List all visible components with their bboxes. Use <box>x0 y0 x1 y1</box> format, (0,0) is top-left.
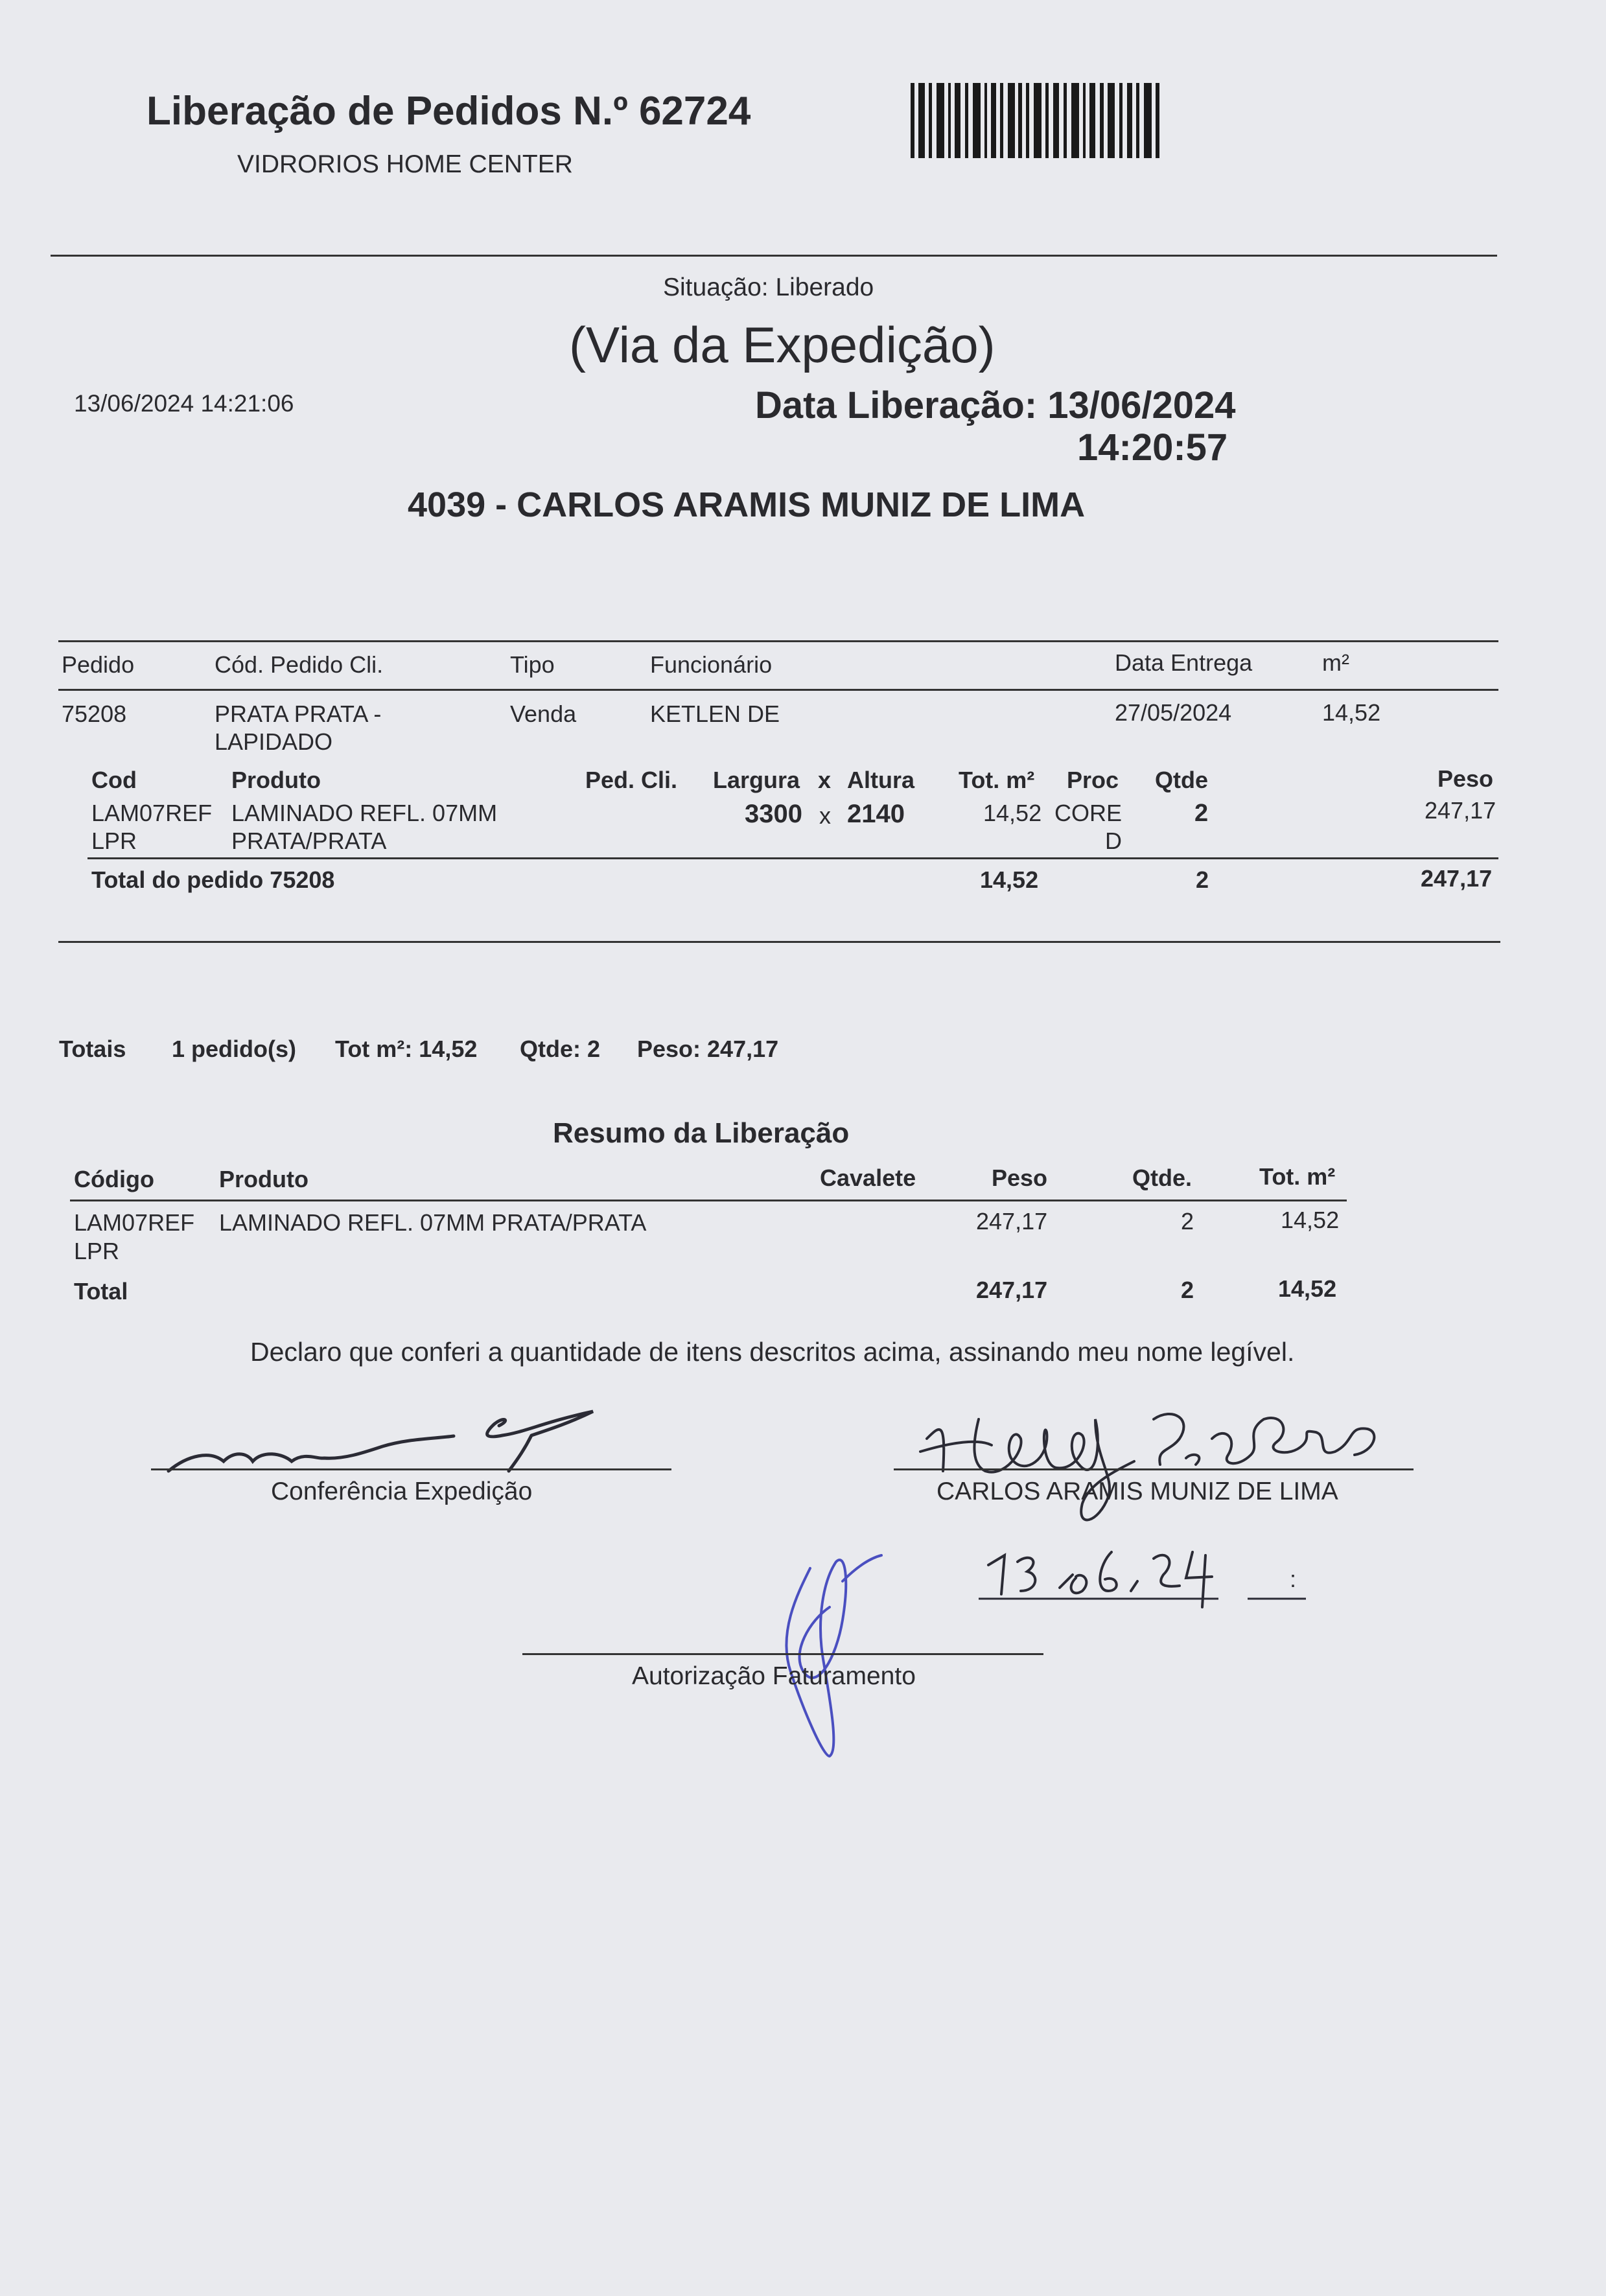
item-col-qtde: Qtde <box>1155 767 1209 793</box>
order-tipo: Venda <box>510 701 577 727</box>
handwritten-date <box>969 1526 1332 1617</box>
autorizacao-line <box>522 1653 1043 1655</box>
item-col-x: x <box>818 767 832 793</box>
totais-label: Totais <box>59 1036 126 1062</box>
resumo-total-peso: 247,17 <box>976 1277 1048 1303</box>
resumo-peso: 247,17 <box>976 1208 1048 1235</box>
item-col-largura: Largura <box>713 767 800 793</box>
item-proc-line1: CORE <box>1054 800 1123 826</box>
resumo-col-tot-m2: Tot. m² <box>1259 1163 1336 1190</box>
order-table-header-rule <box>58 689 1498 691</box>
item-produto-line2: PRATA/PRATA <box>231 828 387 854</box>
item-col-ped-cli: Ped. Cli. <box>585 767 678 793</box>
order-total-label: Total do pedido 75208 <box>91 866 335 893</box>
order-total-qtde: 2 <box>1196 866 1209 893</box>
item-col-tot-m2: Tot. m² <box>959 767 1035 793</box>
autorizacao-signature <box>752 1542 894 1769</box>
item-altura: 2140 <box>847 800 905 828</box>
autorizacao-label: Autorização Faturamento <box>632 1662 916 1690</box>
totais-pedidos: 1 pedido(s) <box>172 1036 297 1062</box>
resumo-header-rule <box>70 1200 1347 1201</box>
conferencia-line <box>151 1468 671 1470</box>
order-total-peso: 247,17 <box>1421 865 1493 892</box>
item-cod-line1: LAM07REF <box>91 800 213 826</box>
item-peso: 247,17 <box>1425 797 1496 824</box>
totais-peso: Peso: 247,17 <box>637 1036 779 1062</box>
totais-qtde: Qtde: 2 <box>520 1036 601 1062</box>
order-m2: 14,52 <box>1322 699 1381 726</box>
item-col-cod: Cod <box>91 767 137 793</box>
resumo-total-qtde: 2 <box>1181 1277 1194 1303</box>
order-table-bottom-rule <box>58 941 1500 943</box>
resumo-title: Resumo da Liberação <box>553 1117 850 1149</box>
resumo-codigo-line2: LPR <box>74 1238 120 1264</box>
order-cod-cli-line1: PRATA PRATA - <box>215 701 382 727</box>
resumo-tot-m2: 14,52 <box>1281 1207 1340 1233</box>
order-total-rule <box>87 857 1498 859</box>
item-col-peso: Peso <box>1437 765 1494 792</box>
data-liberacao-date: Data Liberação: 13/06/2024 <box>755 384 1236 426</box>
col-tipo: Tipo <box>510 651 555 678</box>
order-total-m2: 14,52 <box>980 866 1039 893</box>
resumo-col-codigo: Código <box>74 1166 154 1192</box>
order-data-entrega: 27/05/2024 <box>1115 699 1232 726</box>
order-pedido: 75208 <box>62 701 127 727</box>
item-x: x <box>819 802 831 829</box>
document-title: Liberação de Pedidos N.º 62724 <box>146 89 751 133</box>
time-colon: : <box>1290 1566 1297 1592</box>
item-largura: 3300 <box>745 800 802 828</box>
totais-tot-m2: Tot m²: 14,52 <box>335 1036 478 1062</box>
col-data-entrega: Data Entrega <box>1115 649 1253 676</box>
resumo-total-label: Total <box>74 1278 128 1305</box>
order-table-top-rule <box>58 640 1498 642</box>
via-label: (Via da Expedição) <box>569 316 995 373</box>
cliente-label: CARLOS ARAMIS MUNIZ DE LIMA <box>937 1478 1338 1505</box>
conferencia-label: Conferência Expedição <box>271 1478 533 1505</box>
col-cod-pedido-cli: Cód. Pedido Cli. <box>215 651 384 678</box>
col-funcionario: Funcionário <box>650 651 773 678</box>
col-m2: m² <box>1322 649 1349 676</box>
conferencia-signature <box>149 1400 616 1490</box>
data-liberacao-time: 14:20:57 <box>1077 426 1228 469</box>
situacao: Situação: Liberado <box>663 273 874 301</box>
cliente-signature <box>901 1380 1419 1549</box>
item-proc-line2: D <box>1105 828 1122 854</box>
resumo-qtde: 2 <box>1181 1208 1194 1235</box>
item-cod-line2: LPR <box>91 828 137 854</box>
item-col-altura: Altura <box>847 767 915 793</box>
resumo-col-produto: Produto <box>219 1166 308 1192</box>
item-produto-line1: LAMINADO REFL. 07MM <box>231 800 498 826</box>
item-tot-m2: 14,52 <box>983 800 1042 826</box>
resumo-col-peso: Peso <box>992 1165 1048 1191</box>
company-name: VIDRORIOS HOME CENTER <box>237 150 573 178</box>
item-qtde: 2 <box>1194 800 1209 827</box>
resumo-col-qtde: Qtde. <box>1132 1165 1193 1191</box>
header-divider <box>51 255 1497 257</box>
order-cod-cli-line2: LAPIDADO <box>215 728 333 755</box>
resumo-col-cavalete: Cavalete <box>820 1165 916 1191</box>
declaration: Declaro que conferi a quantidade de itens descritos acima, assinando meu nome legível. <box>250 1337 1295 1367</box>
printed-at: 13/06/2024 14:21:06 <box>74 390 294 417</box>
item-col-produto: Produto <box>231 767 321 793</box>
resumo-produto: LAMINADO REFL. 07MM PRATA/PRATA <box>219 1209 647 1236</box>
client-name: 4039 - CARLOS ARAMIS MUNIZ DE LIMA <box>408 485 1086 524</box>
cliente-line <box>894 1468 1414 1470</box>
col-pedido: Pedido <box>62 651 135 678</box>
item-col-proc: Proc <box>1067 767 1119 793</box>
resumo-total-tot-m2: 14,52 <box>1278 1275 1337 1302</box>
order-funcionario: KETLEN DE <box>650 701 780 727</box>
resumo-codigo-line1: LAM07REF <box>74 1209 195 1236</box>
